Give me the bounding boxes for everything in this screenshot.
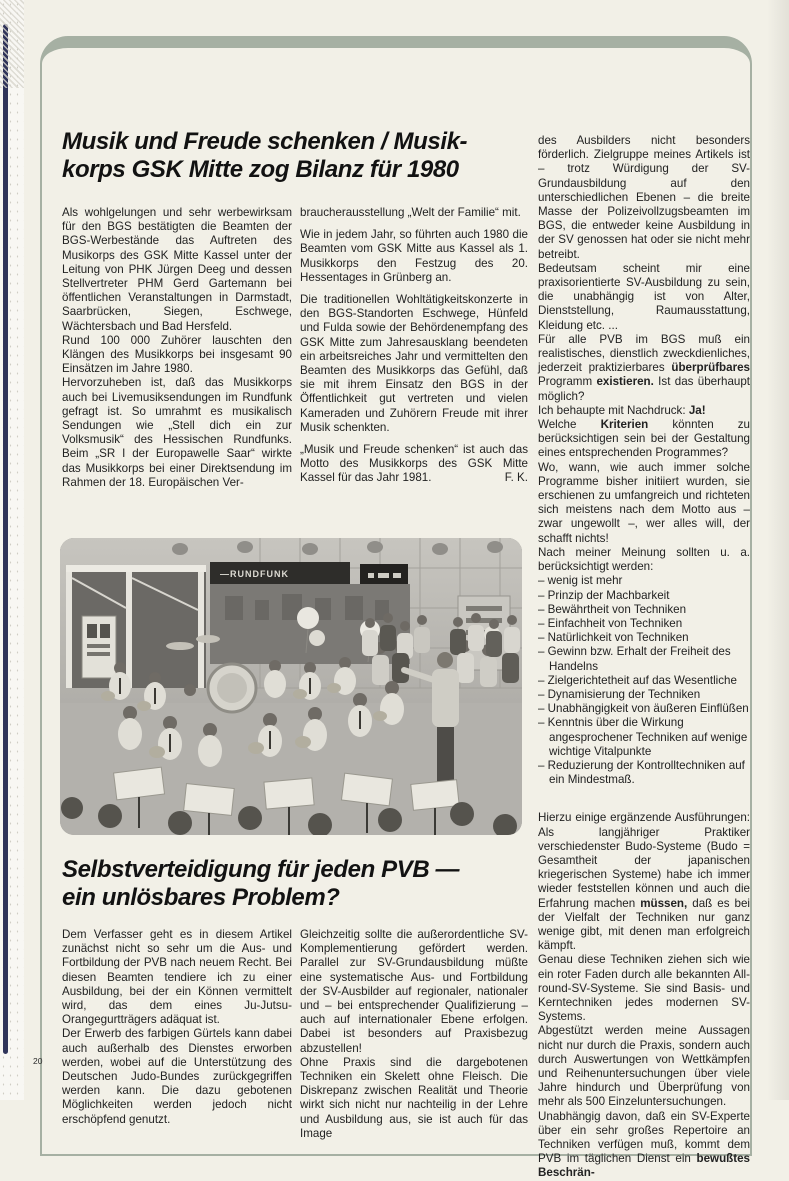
list-item: – Natürlichkeit von Techniken bbox=[538, 631, 689, 645]
list-item: – Reduzierung der Kontrolltechniken auf ein Mindestmaß. bbox=[538, 758, 745, 787]
paragraph: Ohne Praxis sind die dargebotenen Techniken ein Skelett ohne Fleisch. Die Diskrepanz zwischen Realität und Theorie wirkt sich nicht nur nachteilig in der Lehre und Ausbildung aus, sie ist auch für das Image bbox=[300, 1055, 528, 1140]
paragraph: Genau diese Techniken ziehen sich wie ein roter Faden durch alle bekannten All-round-SV-Systeme. Sie sind Basis- und Kerntechniken jedes modernen SV-Systems. bbox=[538, 953, 750, 1024]
band-photo-illustration bbox=[60, 538, 522, 835]
paragraph: Für alle PVB im BGS muß ein realistisches, dienstlich zweckdienliches, jederzeit praktizierbares überprüfbares Programm existieren. Ist das überhaupt möglich? bbox=[538, 332, 751, 403]
paragraph: Bedeutsam scheint mir eine praxisorientierte SV-Ausbildung zu sein, die unabhängig ist von Alter, Dienststellung, Raumausstattung, Kleidung etc. ... bbox=[538, 261, 750, 332]
paragraph: Hervorzuheben ist, daß das Musikkorps auch bei Livemusiksendungen im Rundfunk gefragt ist. So umrahmt es musikalisch Sendungen wie „Stell dich ein zur Volksmusik“ des Hessischen Rundfunks. Beim „SR I der Europawelle Saar“ wirkte das Musikkorps bei einer Direktsendung im Rahmen der 18. Europäischen Ver- bbox=[62, 376, 292, 489]
photo-sign-text: —RUNDFUNK bbox=[220, 569, 289, 579]
paragraph: Rund 100 000 Zuhörer lauschten den Klängen des Musikkorps bei insgesamt 90 Einsätzen im Jahre 1980. bbox=[62, 333, 292, 376]
list-item: – wenig ist mehr bbox=[538, 574, 623, 588]
paragraph: Hierzu einige ergänzende Ausführungen: Als langjähriger Praktiker verschiedenster Budo-Systeme (Budo = Gesamtheit der japanischen kriegerischen Systeme) habe ich immer wieder feststellen können und auch die Erfahrung machen müssen, daß es bei der Vielfalt der Techniken nur ganz wenige gibt, mit denen man erfolgreich kämpft. bbox=[538, 811, 750, 953]
page-number: 20 bbox=[33, 1056, 43, 1066]
paragraph: Nach meiner Meinung sollten u. a. berücksichtigt werden: bbox=[538, 545, 750, 574]
article1-column-2 bbox=[300, 206, 528, 486]
list-item: – Dynamisierung der Techniken bbox=[538, 687, 701, 701]
binding-edge bbox=[0, 0, 24, 1100]
photo-booth-left bbox=[66, 565, 206, 688]
article1-column-1 bbox=[62, 206, 292, 490]
paragraph: Unabhängig davon, daß ein SV-Experte über ein sehr großes Repertoire an Techniken verfügen muß, kommt dem PVB im täglichen Dienst ein bewußtes Beschrän- bbox=[538, 1109, 750, 1180]
paragraph: Gleichzeitig sollte die außerordentliche SV-Komplementierung gefördert werden. Parallel zur SV-Grundausbildung müßte eine systematische Aus- und Fortbildung der SV-Ausbilder auf regionaler, nationaler und – bei entsprechender Qualifizierung – auch auf internationaler Ebene erfolgen. Dabei ist besonders auf Praxisbezug abzustellen! bbox=[300, 928, 528, 1055]
paragraph: Der Erwerb des farbigen Gürtels kann dabei auch außerhalb des Dienstes erworben werden, wobei auf die Unterstützung des Deutschen Judo-Bundes zurückgegriffen werden kann. Die dazu gebotenen Möglichkeiten werden jedoch nicht erschöpfend genutzt. bbox=[62, 1027, 292, 1126]
paragraph: „Musik und Freude schenken“ ist auch das Motto des Musikkorps des GSK Mitte Kassel für das Jahr 1981. F. K. bbox=[300, 443, 528, 485]
list-item: – Unabhängigkeit von äußeren Einflüßen bbox=[538, 702, 749, 716]
paragraph: Abgestützt werden meine Aussagen nicht nur durch die Praxis, sondern auch durch Auswertungen von Wettkämpfen und Reihenuntersuchungen über viele Jahre hindurch und Überprüfung von mehr als 500 Einzeluntersuchungen. bbox=[538, 1024, 750, 1109]
paragraph: Als wohlgelungen und sehr werbewirksam für den BGS bestätigten die Beamten der BGS-Werbestände das Auftreten des Musikorps des GSK Mitte Kassel unter der Leitung von PHK Jürgen Deeg und dessen Stellvertreter PHM Gerd Gartemann bei öffentlichen Veranstaltungen in Darmstadt, Saarbrücken, Siegen, Eschwege, Wächtersbach und Bad Hersfeld. bbox=[62, 206, 292, 333]
list-item: – Bewährtheit von Techniken bbox=[538, 602, 687, 616]
paragraph: Welche Kriterien könnten zu berücksichtigen sein bei der Gestaltung eines entsprechenden Programmes? bbox=[538, 418, 751, 460]
article2-title-line1: Selbstverteidigung für jeden PVB — bbox=[62, 856, 460, 883]
paragraph: Dem Verfasser geht es in diesem Artikel zunächst nicht so sehr um die Aus- und Fortbildung der PVB nach neuem Recht. Bei diesen Beamten tendiere ich zu einer Ausbildung, bei der ein Können vermittelt wird, das dem eines Ju-Jutsu-Orangegurtträgers adäquat ist. bbox=[62, 928, 292, 1027]
list-item: – Zielgerichtetheit auf das Wesentliche bbox=[538, 673, 737, 687]
article1-title-line1: Musik und Freude schenken / Musik- bbox=[62, 128, 468, 155]
paragraph: Ich behaupte mit Nachdruck: Ja! bbox=[538, 403, 706, 417]
article2-column-2 bbox=[300, 928, 528, 1141]
list-item: – Einfachheit von Techniken bbox=[538, 616, 683, 630]
article2-title-line2: ein unlösbares Problem? bbox=[62, 884, 340, 911]
page-edge-shadow bbox=[767, 0, 789, 1100]
right-column bbox=[538, 134, 750, 1181]
band-photo bbox=[60, 538, 522, 835]
list-item: – Gewinn bzw. Erhalt der Freiheit des Handelns bbox=[538, 645, 731, 673]
author-initials: F. K. bbox=[504, 471, 528, 485]
article2-column-1 bbox=[62, 928, 292, 1127]
paragraph: Die traditionellen Wohltätigkeitskonzerte in den BGS-Standorten Eschwege, Hünfeld und Fulda sowie der Behördenempfang des GSK Mitte zum Jahresausklang beendeten ein arbeitsreiches Jahr und vermittelten den Beamten des Musikkorps das Gefühl, daß sie mit ihrem Einsatz den BGS in der Öffentlichkeit gut vertreten und vielen Kameraden und Zuhörern Freude mit ihrer Musik schenkten. bbox=[300, 293, 528, 434]
paragraph: Wie in jedem Jahr, so führten auch 1980 die Beamten vom GSK Mitte aus Kassel als 1. Musikkorps den Festzug des 20. Hessentages in Grünberg an. bbox=[300, 228, 528, 284]
paragraph: Wo, wann, wie auch immer solche Programme bisher initiiert wurden, sie erschienen zu umfangreich und richteten sich meistens nach dem Motto aus – zwar ungewollt –, wer alles will, der schafft nichts! bbox=[538, 460, 750, 545]
list-item: – Prinzip der Machbarkeit bbox=[538, 588, 670, 602]
photo-rundfunk-sign bbox=[210, 562, 350, 584]
paragraph: des Ausbilders nicht besonders förderlich. Zielgruppe meines Artikels ist – trotz Würdigung der SV-Grundausbildung auf den unterschiedlichen Ebenen – die breite Masse der Polizeivollzugsbeamten im BGS, die entweder keine Ausbildung in der SV genossen hat oder sie nicht mehr betreibt. bbox=[538, 134, 750, 261]
article1-title-line2: korps GSK Mitte zog Bilanz für 1980 bbox=[62, 156, 459, 183]
list-item: – Kenntnis über die Wirkung angesprochener Techniken auf wenige wichtige Vitalpunkte bbox=[538, 716, 748, 758]
paragraph: braucherausstellung „Welt der Familie“ mit. bbox=[300, 206, 521, 219]
